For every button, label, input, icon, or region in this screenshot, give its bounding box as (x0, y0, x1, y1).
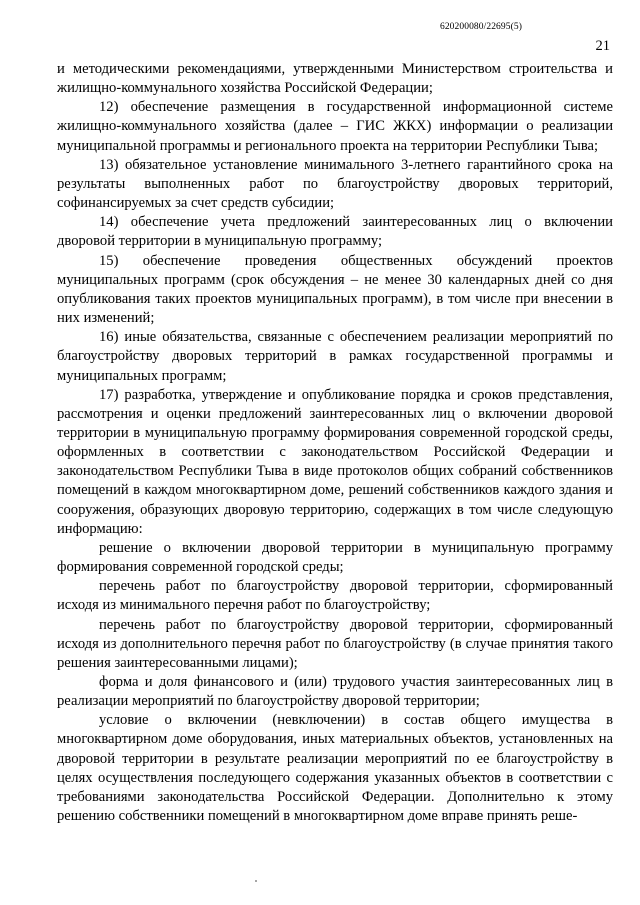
paragraph-subitem-minimal-list: перечень работ по благоустройству дворовой территории, сформированный исходя из минимального перечня работ по благоустройству; (57, 578, 613, 614)
paragraph-subitem-additional-list: перечень работ по благоустройству дворовой территории, сформированный исходя из дополнительного перечня работ по благоустройству (в случае принятия такого решения заинтересованными лицами); (57, 616, 613, 671)
paragraph-subitem-participation: форма и доля финансового и (или) трудового участия заинтересованных лиц в реализации мероприятий по благоустройству дворовой территории; (57, 674, 613, 710)
paragraph-item-15: 15) обеспечение проведения общественных обсуждений проектов муниципальных программ (срок обсуждения – не менее 30 календарных дней со дня опубликования таких проектов муниципальных программ), в том числе при внесении в них изменений; (57, 252, 613, 327)
paragraph-continuation: и методическими рекомендациями, утвержденными Министерством строительства и жилищно-коммунального хозяйства Российской Федерации; (57, 61, 613, 97)
paragraph-item-14: 14) обеспечение учета предложений заинтересованных лиц о включении дворовой территории в муниципальную программу; (57, 214, 613, 250)
paragraph-subitem-property-condition: условие о включении (невключении) в состав общего имущества в многоквартирном доме оборудования, иных материальных объектов, установленных на дворовой территории в результате реализации мероприятий по ее благоустройству в целях осуществления последующего содержания указанных объектов в соответствии с требованиями законодательства Российской Федерации. Дополнительно к этому решению собственники помещений в многоквартирном доме вправе принять реше- (57, 712, 613, 825)
paragraph-item-17: 17) разработка, утверждение и опубликование порядка и сроков представления, рассмотрения и оценки предложений заинтересованных лиц о включении дворовой территории в муниципальную программу формирования современной городской среды, оформленных в соответствии с законодательством Российской Федерации и законодательством Республики Тыва в виде протоколов общих собраний собственников помещений в каждом многоквартирном доме, решений собственников каждого здания и сооружения, образующих дворовую территорию, содержащих в том числе следующую информацию: (57, 386, 613, 537)
page-number: 21 (595, 38, 610, 54)
paragraph-item-12: 12) обеспечение размещения в государственной информационной системе жилищно-коммунального хозяйства (далее – ГИС ЖКХ) информации о реализации муниципальной программы и регионального проекта на территории Республики Тыва; (57, 99, 613, 154)
paragraph-item-16: 16) иные обязательства, связанные с обеспечением реализации мероприятий по благоустройству дворовых территорий в рамках государственной программы и муниципальных программ; (57, 329, 613, 384)
document-body (57, 60, 613, 826)
document-code: 620200080/22695(5) (439, 22, 522, 32)
paragraph-item-13: 13) обязательное установление минимального 3-летнего гарантийного срока на результаты выполненных работ по благоустройству дворовых территорий, софинансируемых за счет средств субсидии; (57, 156, 613, 212)
paragraph-subitem-decision: решение о включении дворовой территории в муниципальную программу формирования современной городской среды; (57, 539, 613, 576)
scan-dot (255, 880, 257, 882)
